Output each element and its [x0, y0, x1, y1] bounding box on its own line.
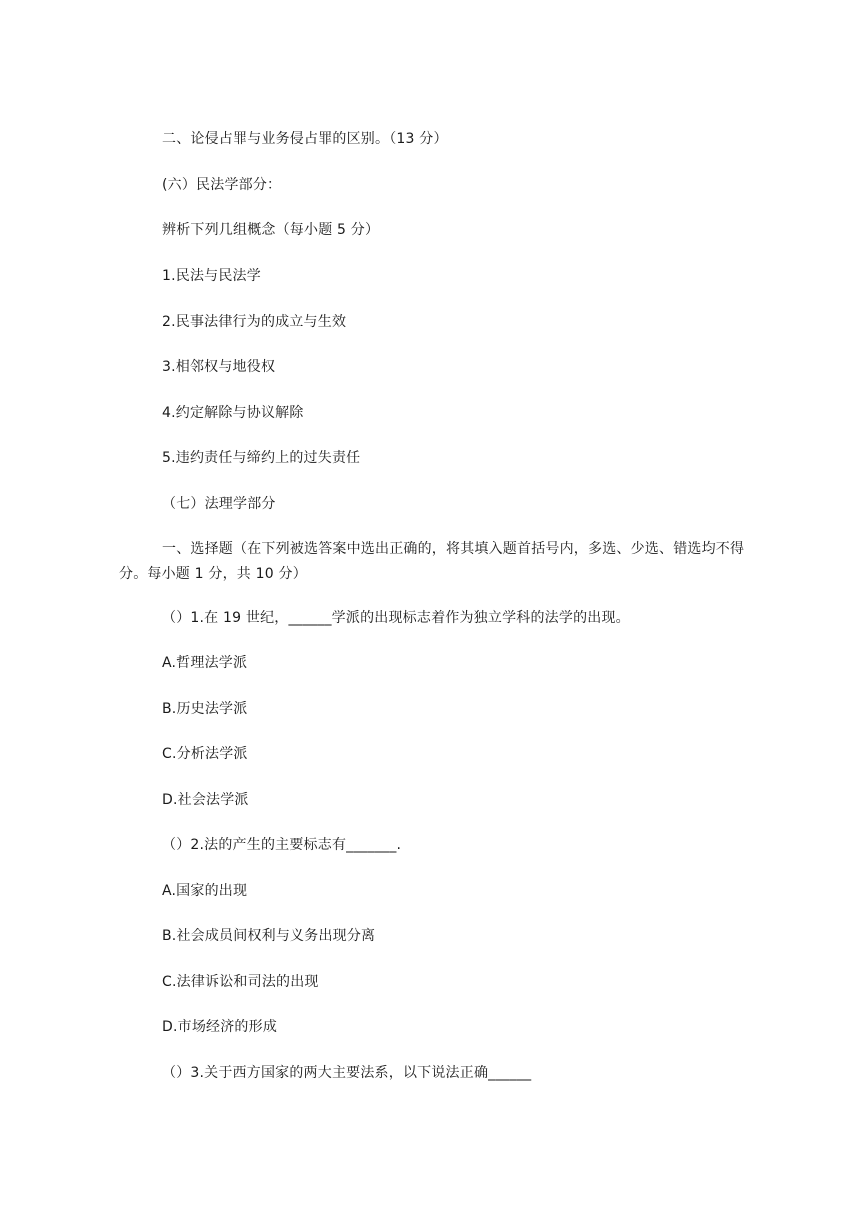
question-1-option-d: D.社会法学派	[162, 792, 249, 808]
question-2: （）2.法的产生的主要标志有_______.	[162, 837, 402, 853]
question-3: （）3.关于西方国家的两大主要法系，以下说法正确______	[162, 1065, 532, 1081]
choice-instructions: 一、选择题（在下列被选答案中选出正确的，将其填入题首括号内，多选、少选、错选均不得分。每小题 1 分，共 10 分）	[119, 541, 745, 582]
question-1-option-c: C.分析法学派	[162, 746, 248, 762]
essay-question-2: 二、论侵占罪与业务侵占罪的区别。（13 分）	[162, 131, 448, 147]
concept-instructions: 辨析下列几组概念（每小题 5 分）	[162, 222, 380, 238]
concept-item-2: 2.民事法律行为的成立与生效	[162, 314, 347, 330]
concept-item-4: 4.约定解除与协议解除	[162, 405, 304, 421]
question-2-option-d: D.市场经济的形成	[162, 1019, 278, 1035]
section-jurisprudence-heading: （七）法理学部分	[162, 496, 276, 512]
question-2-option-a: A.国家的出现	[162, 883, 248, 899]
concept-item-3: 3.相邻权与地役权	[162, 359, 276, 375]
section-civil-law-heading: (六）民法学部分：	[162, 177, 282, 193]
question-1: （）1.在 19 世纪，______学派的出现标志着作为独立学科的法学的出现。	[162, 610, 630, 626]
question-1-option-a: A.哲理法学派	[162, 655, 248, 671]
concept-item-1: 1.民法与民法学	[162, 268, 261, 284]
question-2-option-b: B.社会成员间权利与义务出现分离	[162, 928, 376, 944]
question-1-option-b: B.历史法学派	[162, 701, 248, 717]
concept-item-5: 5.违约责任与缔约上的过失责任	[162, 450, 361, 466]
question-2-option-c: C.法律诉讼和司法的出现	[162, 974, 319, 990]
